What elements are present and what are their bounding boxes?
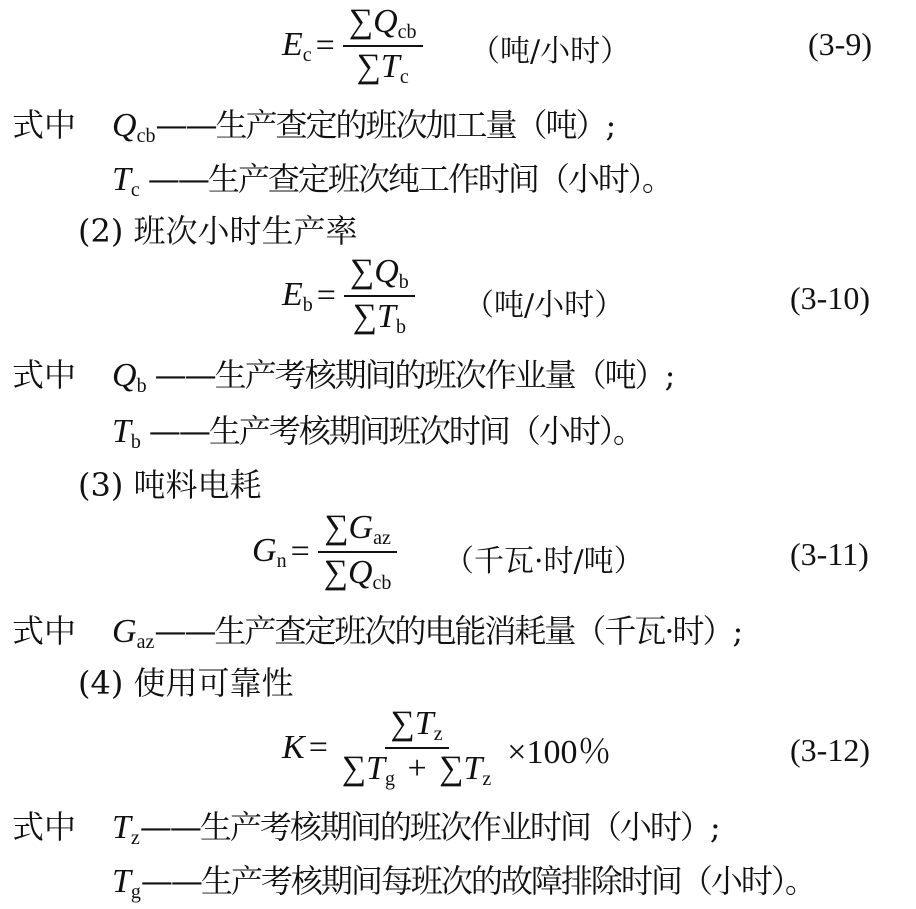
- equation-number: (3-9): [808, 26, 872, 62]
- fraction: [343, 4, 423, 88]
- definition-line: [12, 100, 614, 148]
- lead-label: 式中: [12, 356, 77, 394]
- definition-line: [12, 606, 741, 654]
- fraction: [336, 706, 497, 790]
- equation-unit: （吨/小时）: [464, 288, 625, 323]
- lead-label: 式中: [12, 612, 77, 650]
- equation-number: (3-11): [790, 536, 869, 572]
- symbol: $Q_b$: [112, 357, 147, 397]
- section-heading: (2) 班次小时生产率: [78, 212, 358, 250]
- definition-line: [112, 154, 672, 202]
- equals-sign: =: [308, 729, 328, 766]
- equation-3-10: [282, 254, 419, 338]
- definition-text: ——生产查定的班次加工量（吨）;: [155, 106, 615, 144]
- definition-text: ——生产考核期间班次时间（小时）。: [148, 412, 643, 450]
- eq-lhs: K: [282, 729, 305, 766]
- denominator: $\sum T_b$: [352, 298, 406, 338]
- denominator: $\sum T_c$: [356, 48, 409, 88]
- eq-lhs: $E_b$: [282, 275, 313, 316]
- symbol: $T_c$: [112, 161, 140, 201]
- symbol: $T_b$: [112, 413, 141, 453]
- denominator: $\sum Q_{cb}$: [323, 554, 392, 594]
- numerator: $\sum G_{az}$: [318, 510, 397, 553]
- numerator: $\sum T_z$: [385, 706, 449, 749]
- equation-3-12: [282, 706, 611, 790]
- numerator: $\sum Q_{cb}$: [343, 4, 423, 47]
- equation-unit: （吨/小时）: [470, 34, 631, 69]
- definition-line: [112, 406, 643, 454]
- definition-text: ——生产考核期间的班次作业时间（小时）;: [139, 808, 719, 846]
- symbol: $Q_{cb}$: [112, 107, 156, 147]
- definition-line: [112, 856, 815, 904]
- symbol: $T_z$: [112, 809, 140, 849]
- definition-line: [12, 802, 719, 850]
- equals-sign: =: [316, 277, 336, 314]
- lead-label: 式中: [12, 808, 77, 846]
- fraction: [344, 254, 415, 338]
- denominator: $\sum T_g + \sum T_z$: [341, 750, 492, 790]
- section-heading: (4) 使用可靠性: [78, 664, 294, 702]
- equation-unit: （千瓦·时/吨）: [444, 544, 644, 579]
- equals-sign: =: [290, 533, 310, 570]
- definition-text: ——生产查定班次纯工作时间（小时）。: [147, 160, 672, 198]
- eq-lhs: $E_c$: [282, 25, 312, 66]
- definition-text: ——生产查定班次的电能消耗量（千瓦·时）;: [154, 612, 742, 650]
- lead-label: 式中: [12, 106, 77, 144]
- equation-number: (3-12): [790, 732, 870, 768]
- definition-text: ——生产考核期间的班次作业量（吨）;: [154, 356, 674, 394]
- eq-lhs: $G_n$: [252, 531, 287, 572]
- equals-sign: =: [315, 27, 335, 64]
- definition-text: ——生产考核期间每班次的故障排除时间（小时）。: [140, 862, 815, 900]
- symbol: $G_{az}$: [112, 613, 155, 653]
- equation-3-9: [282, 4, 427, 88]
- definition-line: [12, 350, 673, 398]
- fraction: [318, 510, 398, 594]
- numerator: $\sum Q_b$: [344, 254, 415, 297]
- equation-tail: ×100％: [507, 733, 612, 771]
- symbol: $T_g$: [112, 863, 141, 903]
- equation-3-11: [252, 510, 401, 594]
- equation-number: (3-10): [790, 280, 870, 316]
- section-heading: (3) 吨料电耗: [78, 466, 262, 504]
